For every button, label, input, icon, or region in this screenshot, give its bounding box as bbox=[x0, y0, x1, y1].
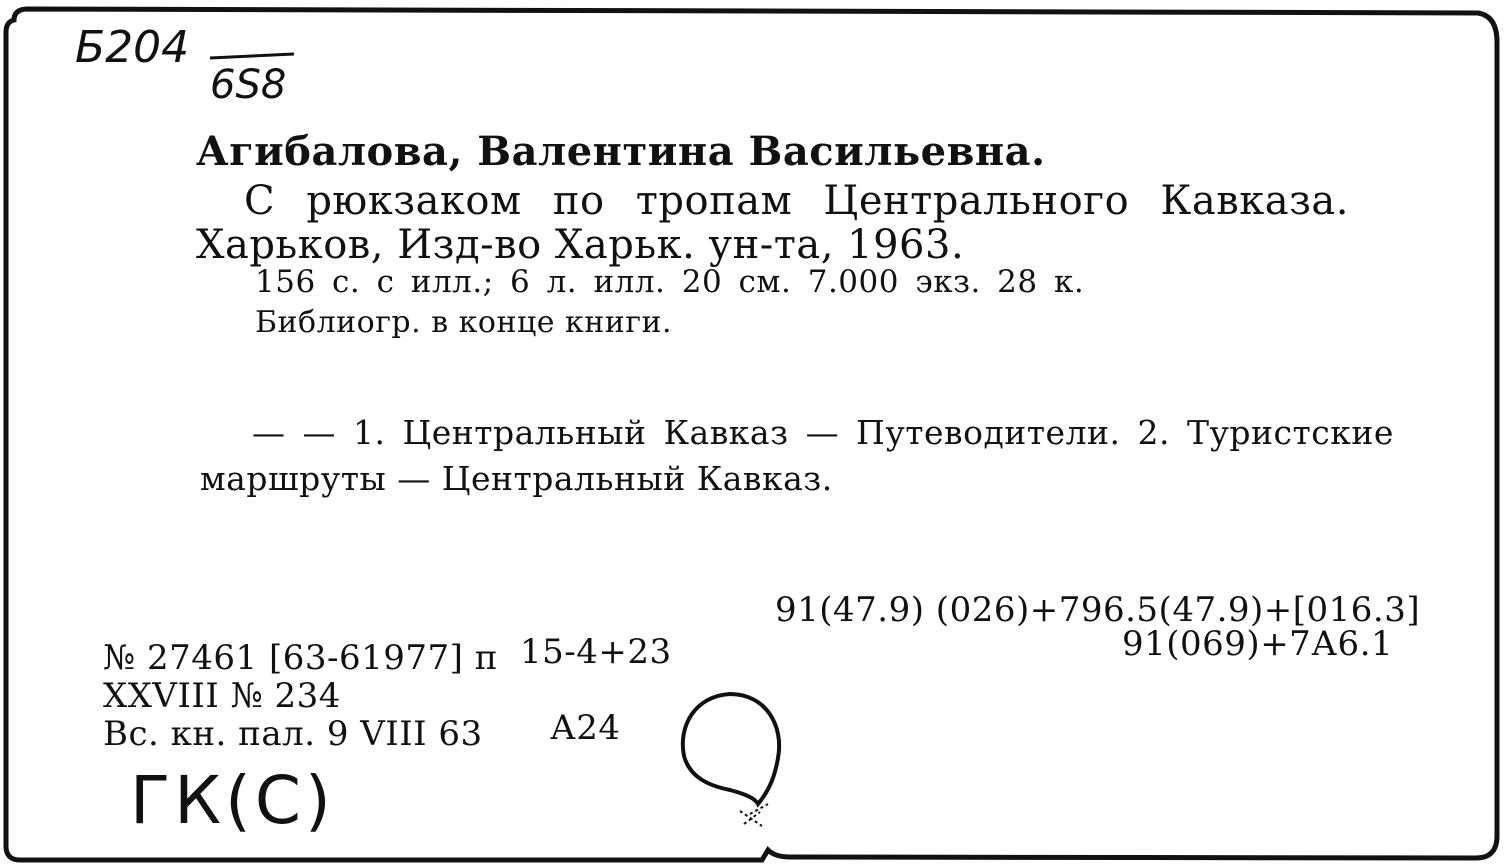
classification-line-1: 91(47.9) (026)+796.5(47.9)+[016.3] bbox=[775, 590, 1421, 630]
book-chamber-entry: Вс. кн. пал. 9 VIII 63 bbox=[103, 714, 483, 754]
subject-headings-line-1: — — 1. Центральный Кавказ — Путеводители. 2. Туристские bbox=[252, 413, 1394, 452]
shelf-mark: Б204 bbox=[75, 22, 190, 73]
author-heading: Агибалова, Валентина Васильевна. bbox=[196, 128, 1046, 175]
volume-number: XXVIII № 234 bbox=[103, 676, 341, 716]
book-chamber-code: А24 bbox=[550, 708, 621, 748]
registration-number: № 27461 [63-61977] п bbox=[103, 638, 498, 678]
shelf-mark-sub: 6S8 bbox=[210, 62, 287, 108]
handwritten-stamp: ГК(С) bbox=[130, 762, 335, 839]
bibliography-note: Библиогр. в конце книги. bbox=[255, 305, 673, 340]
classification-line-2: 91(069)+7А6.1 bbox=[1122, 624, 1394, 664]
physical-description: 156 с. с илл.; 6 л. илл. 20 см. 7.000 экз. 28 к. bbox=[255, 264, 1085, 300]
subject-headings-line-2: маршруты — Центральный Кавказ. bbox=[200, 459, 833, 498]
title-line-2: Харьков, Изд-во Харьк. ун-та, 1963. bbox=[196, 222, 965, 268]
title-line-1: С рюкзаком по тропам Центрального Кавказа. bbox=[244, 178, 1349, 224]
registration-code: 15-4+23 bbox=[520, 632, 672, 672]
punch-hole-icon bbox=[670, 686, 790, 836]
